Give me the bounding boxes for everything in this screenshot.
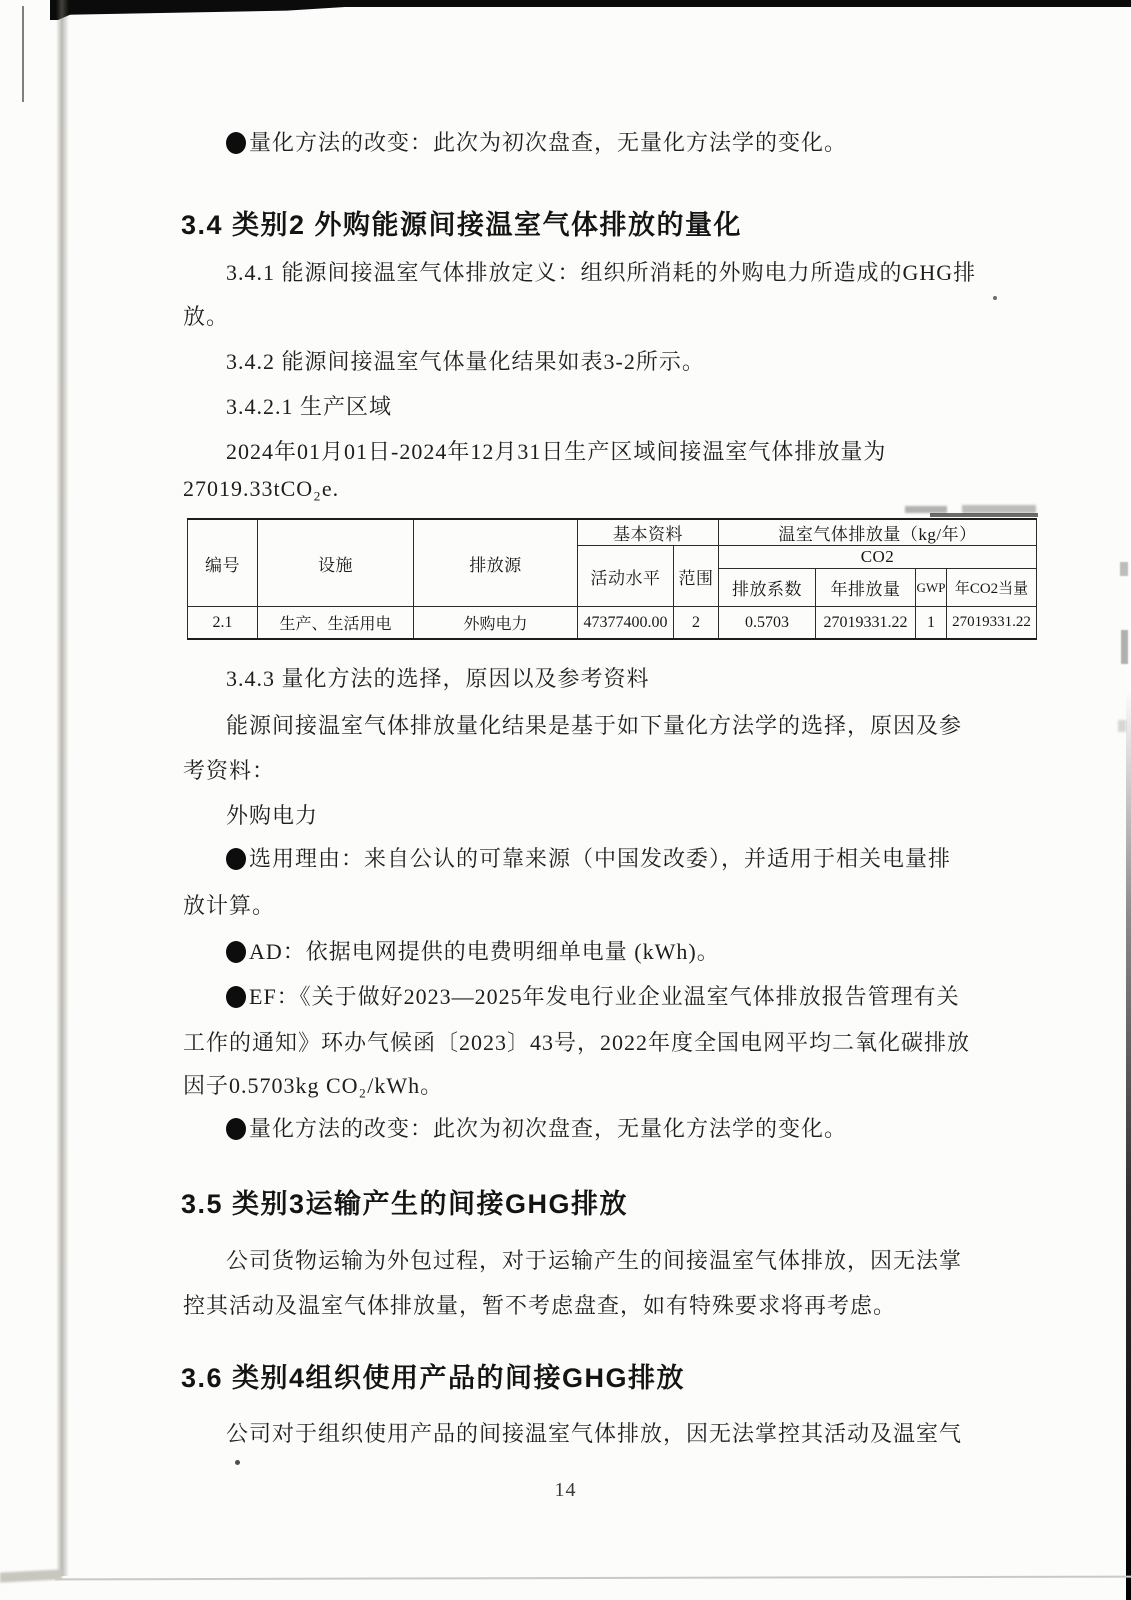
table-header-facility: 设施 (258, 519, 414, 607)
cell-source: 外购电力 (414, 607, 578, 640)
scan-artifact-dot (993, 296, 997, 300)
paragraph-line: 考资料： (183, 758, 276, 783)
scan-artifact-bottom-edge (55, 1576, 1131, 1581)
scan-artifact-top-bar (50, 0, 1131, 7)
cell-activity: 47377400.00 (578, 607, 674, 640)
scan-artifact-bottom-corner (0, 1569, 62, 1582)
cell-annual: 27019331.22 (816, 607, 916, 640)
paragraph-line: 放。 (183, 304, 230, 329)
bullet-line-ef (226, 982, 960, 1012)
bullet-icon (226, 941, 246, 963)
paragraph-line: 外购电力 (226, 803, 319, 828)
table-header-factor: 排放系数 (719, 569, 816, 607)
section-3-5-heading: 3.5 类别3运输产生的间接GHG排放 (181, 1189, 629, 1219)
table-header-id: 编号 (188, 519, 258, 607)
scan-artifact-top-wedge (55, 7, 345, 15)
table-header-gwp: GWP (916, 569, 947, 607)
subsection-heading: 3.4.2.1 生产区域 (226, 394, 393, 419)
scan-artifact-bleedthrough (1118, 720, 1126, 732)
scan-artifact-bleedthrough (1121, 630, 1128, 664)
scan-artifact-bleedthrough (1120, 562, 1128, 576)
scan-artifact-left-edge-line (22, 6, 24, 102)
paragraph-line: 公司货物运输为外包过程，对于运输产生的间接温室气体排放，因无法掌 (226, 1248, 963, 1273)
cell-id: 2.1 (188, 607, 258, 640)
paragraph-line: 放计算。 (183, 893, 276, 918)
paragraph-line: 3.4.2 能源间接温室气体量化结果如表3-2所示。 (226, 349, 705, 374)
section-3-4-heading: 3.4 类别2 外购能源间接温室气体排放的量化 (181, 210, 743, 240)
cell-co2e: 27019331.22 (947, 607, 1037, 640)
table-header-source: 排放源 (414, 519, 578, 607)
table-header-activity: 活动水平 (578, 546, 674, 607)
page-number: 14 (554, 1479, 577, 1501)
bullet-line-ad (226, 937, 720, 967)
scan-artifact-dot (235, 1460, 240, 1465)
cell-facility: 生产、生活用电 (258, 607, 414, 640)
bullet-icon (226, 1118, 246, 1140)
table-header-co2e: 年CO2当量 (947, 569, 1037, 607)
table-header-ghg-group: 温室气体排放量（kg/年） (719, 519, 1037, 546)
bullet-icon (226, 986, 246, 1008)
bullet-line-reason (226, 844, 951, 874)
scan-artifact-table-edge (930, 513, 1038, 517)
table-header-scope: 范围 (674, 546, 719, 607)
bullet-line-text: 选用理由：来自公认的可靠来源（中国发改委），并适用于相关电量排 (249, 846, 952, 871)
emissions-table (187, 518, 1037, 640)
cell-scope: 2 (674, 607, 719, 640)
scan-artifact-ghost-text (905, 506, 947, 513)
bullet-line-text: AD：依据电网提供的电费明细单电量 (kWh)。 (249, 939, 720, 964)
table-header-basic-group: 基本资料 (578, 519, 719, 546)
table-header-co2-group: CO2 (719, 546, 1037, 569)
paragraph-line: 2024年01月01日-2024年12月31日生产区域间接温室气体排放量为 (226, 439, 887, 464)
cell-factor: 0.5703 (719, 607, 816, 640)
cell-gwp: 1 (916, 607, 947, 640)
scan-artifact-ghost-text (962, 505, 1036, 513)
table-row (188, 607, 1037, 640)
paragraph-line: 工作的通知》环办气候函〔2023〕43号，2022年度全国电网平均二氧化碳排放 (183, 1030, 971, 1055)
table-header-annual: 年排放量 (816, 569, 916, 607)
bullet-icon (226, 132, 246, 154)
bullet-line-text: 量化方法的改变：此次为初次盘查，无量化方法学的变化。 (249, 130, 848, 155)
paragraph-line: 控其活动及温室气体排放量，暂不考虑盘查，如有特殊要求将再考虑。 (183, 1293, 897, 1318)
scan-artifact-top-corner (50, 0, 90, 20)
subsection-heading: 3.4.3 量化方法的选择，原因以及参考资料 (226, 666, 650, 691)
paragraph-line: 27019.33tCO₂e. (183, 476, 340, 501)
scan-artifact-fold-line (56, 0, 69, 1576)
scan-artifact-right-edge (1126, 690, 1131, 1600)
paragraph-line: 公司对于组织使用产品的间接温室气体排放，因无法掌控其活动及温室气 (226, 1421, 963, 1446)
bullet-line-method-change (226, 128, 847, 158)
bullet-line-text: 量化方法的改变：此次为初次盘查，无量化方法学的变化。 (249, 1116, 848, 1141)
bullet-icon (226, 848, 246, 870)
paragraph-line: 能源间接温室气体排放量化结果是基于如下量化方法学的选择，原因及参 (226, 713, 963, 738)
bullet-line-text: EF：《关于做好2023—2025年发电行业企业温室气体排放报告管理有关 (249, 984, 960, 1009)
bullet-line-method-change-2 (226, 1114, 847, 1144)
paragraph-line: 3.4.1 能源间接温室气体排放定义：组织所消耗的外购电力所造成的GHG排 (226, 260, 977, 285)
paragraph-line: 因子0.5703kg CO₂/kWh。 (183, 1073, 444, 1098)
section-3-6-heading: 3.6 类别4组织使用产品的间接GHG排放 (181, 1363, 686, 1393)
